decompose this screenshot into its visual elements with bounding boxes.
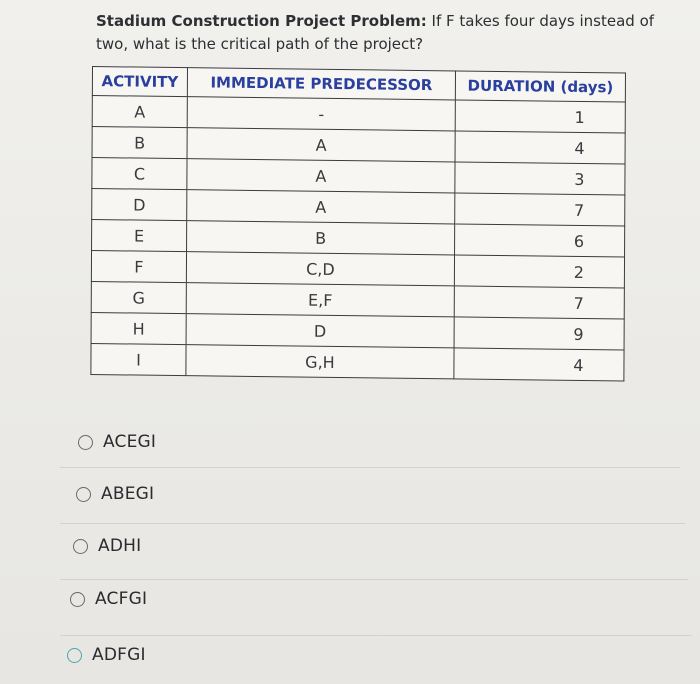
predecessor-cell: B [187, 221, 455, 255]
header-predecessor: IMMEDIATE PREDECESSOR [187, 68, 455, 100]
activity-cell: E [92, 219, 187, 251]
predecessor-cell: C,D [186, 252, 454, 286]
option-divider [60, 579, 688, 580]
answer-option-4[interactable] [70, 589, 147, 609]
duration-cell: 7 [454, 286, 624, 319]
question-lead: Stadium Construction Project Problem: [96, 12, 427, 30]
radio-button[interactable] [78, 435, 93, 450]
duration-cell: 2 [454, 255, 624, 288]
radio-button[interactable] [70, 592, 85, 607]
question-text [96, 10, 656, 56]
option-label: ACFGI [95, 589, 148, 609]
answer-option-2[interactable] [76, 484, 154, 504]
activity-cell: B [92, 127, 187, 159]
activity-cell: C [92, 158, 187, 190]
activity-cell: H [91, 312, 186, 344]
radio-button[interactable] [73, 539, 88, 554]
option-divider [60, 523, 685, 524]
header-activity: ACTIVITY [92, 67, 187, 97]
option-label: ADHI [98, 536, 142, 556]
duration-cell: 1 [455, 100, 625, 133]
duration-cell: 4 [454, 348, 624, 381]
predecessor-cell: G,H [186, 345, 454, 379]
answer-option-1[interactable] [78, 432, 156, 452]
option-divider [60, 635, 692, 636]
duration-cell: 7 [455, 193, 625, 226]
predecessor-cell: A [187, 128, 455, 162]
radio-button[interactable] [67, 648, 82, 663]
activity-cell: F [91, 250, 186, 282]
header-duration: DURATION (days) [455, 71, 625, 102]
activity-cell: D [92, 188, 187, 220]
option-label: ACEGI [103, 432, 157, 452]
duration-cell: 4 [455, 131, 625, 164]
activity-table [90, 66, 626, 382]
activity-table-card [92, 66, 678, 396]
activity-cell: I [91, 343, 186, 375]
answer-options [0, 410, 700, 684]
activity-cell: G [91, 281, 186, 313]
answer-option-3[interactable] [73, 536, 141, 556]
predecessor-cell: E,F [186, 283, 454, 317]
answer-option-5[interactable] [67, 645, 146, 665]
duration-cell: 9 [454, 317, 624, 350]
predecessor-cell: D [186, 314, 454, 348]
radio-button[interactable] [76, 487, 91, 502]
predecessor-cell: - [187, 97, 455, 131]
predecessor-cell: A [187, 159, 455, 193]
duration-cell: 3 [455, 162, 625, 195]
predecessor-cell: A [187, 190, 455, 224]
activity-cell: A [92, 96, 187, 128]
duration-cell: 6 [455, 224, 625, 257]
question-body: If F takes four days instead of two, what is the critical path of the project? [96, 12, 655, 53]
option-label: ABEGI [101, 484, 155, 504]
table-row [91, 343, 624, 381]
option-label: ADFGI [92, 645, 146, 665]
option-divider [60, 467, 680, 468]
